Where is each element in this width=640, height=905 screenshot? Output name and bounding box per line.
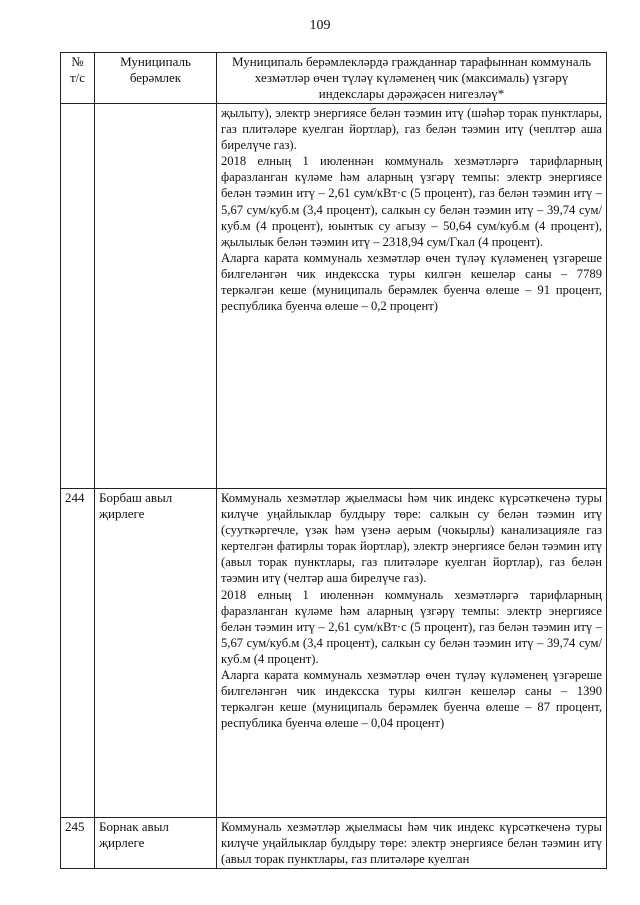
row-number xyxy=(61,104,95,489)
page-number: 109 xyxy=(309,18,331,33)
table-row xyxy=(61,104,607,489)
municipal-tariff-table xyxy=(60,52,607,869)
description-paragraph: Аларга карата коммуналь хезмәтләр өчен түләү күләменең үзгәреше билгеләнгән чик индексска туры килгән кешеләр саны – 1390 теркәлгән кеше (муниципаль берәмлек буенча өлеше – 87 процент, республика буенча өлеше – 0,04 процент) xyxy=(221,668,602,731)
description-paragraph: Коммуналь хезмәтләр җыелмасы һәм чик индекс күрсәткеченә туры килүче уңайлыклар булдыру төре: салкын су белән тәэмин итү (сууткәргечле, үзәк һәм үзенә аерым (чокырлы) канализацияле газ кертелгән фатирлы торак йортлар), электр энергиясе белән тәэмин итү (авыл торак пунктлары, газ плитәләре куелган йортлар), газ белән тәэмин итү (челтәр аша бирелүче газ). xyxy=(221,491,602,586)
description-paragraph: 2018 елның 1 июленнән коммуналь хезмәтләргә тарифларның фаразланган күләме һәм аларның үзгәрү темпы: электр энергиясе белән тәэмин итү – 2,61 сум/кВт·с (5 процент), газ белән тәэмин итү – 5,67 сум/куб.м (3,4 процент), салкын су белән тәэмин итү – 39,74 сум/куб.м (4 процент), юынтык су агызу – 50,64 сум/куб.м (4 процент), җылылык белән тәэмин итү – 2318,94 сум/Гкал (4 процент). xyxy=(221,154,602,249)
header-number: № т/с xyxy=(61,53,95,104)
table-row xyxy=(61,818,607,869)
table-row xyxy=(61,489,607,818)
description-paragraph: җылыту), электр энергиясе белән тәэмин итү (шәһәр торак пунктлары, газ плитәләре куелган йортлар), газ белән тәэмин итү (чеплтәр аша бирелүче газ). xyxy=(221,106,602,153)
row-number: 245 xyxy=(61,818,95,869)
row-number: 244 xyxy=(61,489,95,818)
description-paragraph: Коммуналь хезмәтләр җыелмасы һәм чик индекс күрсәткеченә туры килүче уңайлыклар булдыру төре: электр энергиясе белән тәэмин итү (авыл торак пунктлары, газ плитәләре куелган xyxy=(221,820,602,867)
header-description: Муниципаль берәмлекләрдә гражданнар тарафыннан коммуналь хезмәтләр өчен түләү күләменең чик (максималь) үзгәрү индекслары дәрәҗәсен нигезләү* xyxy=(217,53,607,104)
row-municipality xyxy=(95,104,217,489)
row-description xyxy=(217,489,607,818)
row-description xyxy=(217,818,607,869)
header-municipality: Муниципаль берәмлек xyxy=(95,53,217,104)
description-paragraph: Аларга карата коммуналь хезмәтләр өчен түләү күләменең үзгәреше билгеләнгән чик индексска туры килгән кешеләр саны – 7789 теркәлгән кеше (муниципаль берәмлек буенча өлеше – 91 процент, республика буенча өлеше – 0,2 процент) xyxy=(221,250,602,314)
row-description xyxy=(217,104,607,489)
row-municipality: Борнак авыл җирлеге xyxy=(95,818,217,869)
table-header-row xyxy=(61,53,607,104)
row-municipality: Борбаш авыл җирлеге xyxy=(95,489,217,818)
description-paragraph: 2018 елның 1 июленнән коммуналь хезмәтләргә тарифларның фаразланган күләме һәм аларның үзгәрү темпы: электр энергиясе белән тәэмин итү – 2,61 сум/кВт·с (5 процент), газ белән тәэмин итү – 5,67 сум/куб.м (3,4 процент), салкын су белән тәэмин итү – 39,74 сум/куб.м (4 процент). xyxy=(221,587,602,666)
